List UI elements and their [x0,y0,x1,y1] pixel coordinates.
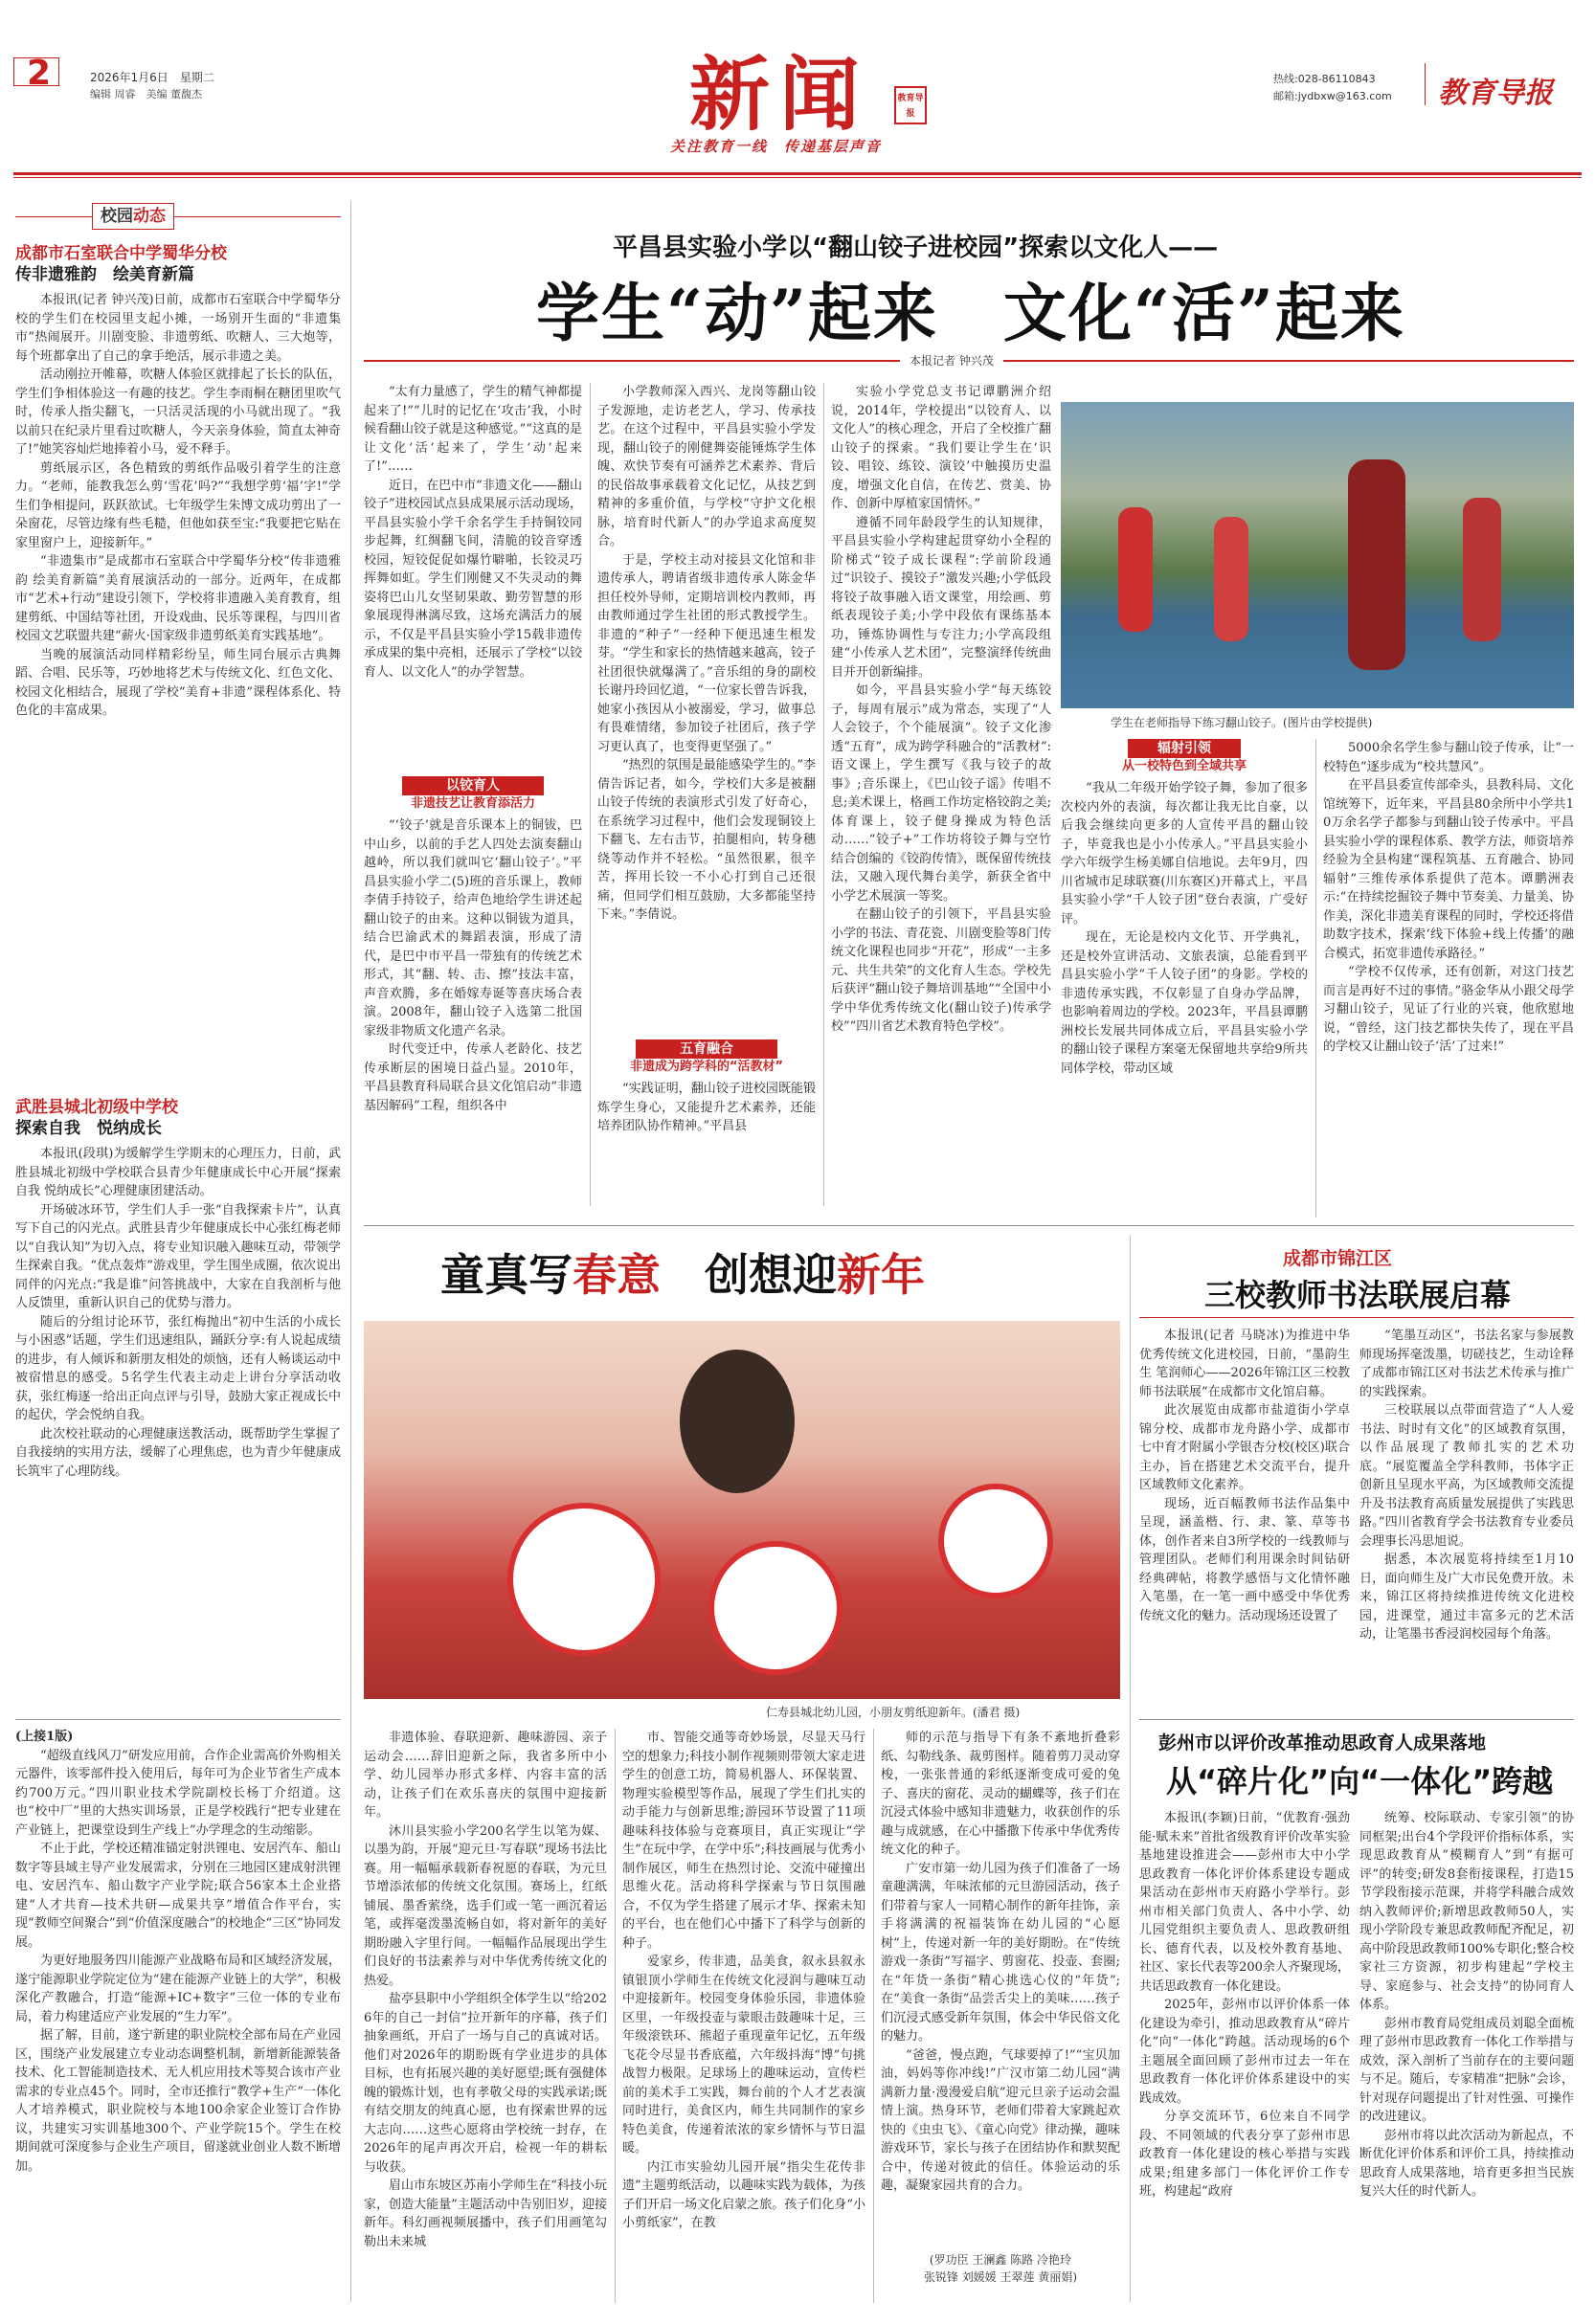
feature-col1-text [364,383,582,771]
pengzhou-headline: 从“碎片化”向“一体化”跨越 [1166,1763,1554,1799]
paragraph: 彭州市将以此次活动为新起点，不断优化评价体系和评价工具，持续推动思政育人成果落地，培育更多担当民族复兴大任的时代新人。 [1359,2128,1574,2199]
feature-col5-text [1323,739,1574,1208]
paragraph: 爱家乡，传非遗，品美食，叙永县叙永镇银顶小学师生在传统文化浸润与趣味互动中迎接新年。校园变身体验乐园，非遗体验区里，一年级投壶与蒙眼击鼓趣味十足，三年级滚铁环、熊超子重现童年记忆，五年级飞花令尽显书香底蕴，六年级抖海“博”句挑战智力极限。足球场上的趣味运动，宣传栏前的美术手工实践，舞台前的个人才艺表演同时进行，美食区内，师生共同制作的家乡特色美食，传递着浓浓的家乡情怀与节日温暖。 [622,1955,865,2156]
section-seal: 教育导报 [894,86,927,124]
kids-headline: 童真写春意 创想迎新年 [440,1249,925,1301]
section-subtag-4: 从一校特色到全域共享 [1121,759,1247,773]
paragraph: 广安市第一幼儿园为孩子们准备了一场童趣满满，年味浓郁的元旦游园活动，孩子们带着与家人一同精心制作的新年挂饰，亲手将满满的祝福装饰在幼儿园的“心愿树”上，传递对新一年的美好期盼。在“传统游戏一条街”写福字、剪窗花、投壶、套圈;在“年货一条街”精心挑选心仪的“年货”;在“美食一条街”品尝舌尖上的美味……孩子们沉浸式感受新年氛围，体会中华民俗文化的魅力。 [881,1861,1120,2044]
paragraph: 活动刚拉开帷幕，吹糖人体验区就排起了长长的队伍，学生们争相体验这一有趣的技艺。学生李雨桐在糖团里吹气时，传承人指尖翻飞，一只活灵活现的小马就出现了。“我以前只在纪录片里看过吹糖人，今天亲身体验，简直太神奇了!”她笑容灿烂地捧着小马，爱不释手。 [15,368,341,457]
calli-col2-text [1359,1327,1574,1705]
calli-headline: 三校教师书法联展启幕 [1204,1277,1512,1313]
paragraph: 开场破冰环节，学生们人手一张“自我探索卡片”，认真写下自己的闪光点。武胜县青少年健康成长中心张红梅老师以“自我认知”为切入点，将专业知识融入趣味互动，带领学生探索自我。“优点轰炸”游戏里，学生围坐成圈，依次说出同伴的闪光点:“我是谁”问答挑战中，大家在自我剖析与他人反馈里，重新认识自己的优势与潜力。 [15,1202,341,1310]
paragraph: 市、智能交通等奇妙场景，尽显天马行空的想象力;科技小制作视频则带领大家走进学生的创意工坊，简易机器人、环保装置、物理实验模型等作品，展现了学生们扎实的动手能力与创新思维;游园环节设置了11项趣味科技体验与竞赛项目，真正实现让“学生”在玩中学，在学中乐”;科技画展与优秀小制作展区，师生在热烈讨论、交流中碰撞出思维火花。活动将科学探索与节日氛围融合，不仅为学生搭建了展示才华、探索未知的平台，也在他们心中播下了科学与创新的种子。 [622,1731,865,1951]
paragraph: “笔墨互动区”，书法名家与参展教师现场挥毫泼墨，切磋技艺，生动诠释了成都市锦江区对书法艺术传承与推广的实践探索。 [1359,1329,1574,1399]
section-subtag-1: 非遗技艺让教育添活力 [410,796,535,811]
paragraph: 当晚的展演活动同样精彩纷呈，师生同台展示古典舞蹈、合唱、民乐等，巧妙地将艺术与传统文化、红色文化、校园文化相结合，展现了学校“美育+非遗”课程体系化、特色化的丰富成果。 [15,647,341,718]
feature-col1b-text [364,816,582,1199]
paragraph: “实践证明，翻山铰子进校园既能锻炼学生身心，又能提升艺术素养，还能培养团队协作精神。”平昌县 [597,1082,816,1133]
paragraph: “太有力量感了，学生的精气神都提起来了!”“儿时的记忆在‘攻击’我，小时候看翻山铰子就是这种感觉。”“这真的是让文化‘活’起来了，学生‘动’起来了!”…… [364,385,582,474]
paragraph: 据悉，本次展览将持续至1月10日，面向师生及广大市民免费开放。未来，锦江区将持续推进传统文化进校园，进课堂，通过丰富多元的艺术活动，让笔墨书香浸润校园每个角落。 [1359,1553,1574,1642]
article-title-wusheng2: 探索自我 悦纳成长 [15,1119,162,1138]
kids-col3-text [881,1729,1120,2246]
section-tag-fushe: 辐射引领 [1128,739,1241,758]
section-subtag-2: 非遗成为跨学科的“活教材” [629,1060,784,1074]
paragraph: 师的示范与指导下有条不紊地折叠彩纸、勾勒线条、裁剪图样。随着剪刀灵动穿梭，一张张普通的彩纸逐渐变成可爱的兔子、喜庆的窗花、灵动的蝴蝶等，孩子们在沉浸式体验中感知非遗魅力，收获创作的乐趣与成就感，在心中播撒下传承中华优秀传统文化的种子。 [881,1731,1120,1857]
article-title-line2: 传非遗雅韵 绘美育新篇 [15,265,194,284]
paragraph: 小学教师深入西兴、龙岗等翻山铰子发源地，走访老艺人，学习、传承技艺。在这个过程中，平昌县实验小学发现，翻山铰子的刚健舞姿能锤炼学生体魄、欢快节奏有可涵养艺术素养、背后的民俗故事承载着文化记忆，从技艺到精神的多重价值，与学校“守护文化根脉，培育时代新人”的办学追求高度契合。 [597,385,816,548]
paragraph: 此次展览由成都市盐道街小学卓锦分校、成都市龙舟路小学、成都市七中育才附属小学银杏分校(校区)联合主办，旨在搭建艺术交流平台，提升区域教师文化素养。 [1139,1403,1350,1492]
paragraph: 此次校社联动的心理健康送教活动，既帮助学生掌握了自我接纳的实用方法，缓解了心理焦虑，也为青少年健康成长筑牢了心理防线。 [15,1426,341,1479]
paragraph: 在平昌县委宣传部牵头，县教科局、文化馆统筹下，近年来，平昌县80余所中小学共10万余名学子都参与到翻山铰子传承中。平昌县实验小学的课程体系、教学方法，师资培养经验为全县构建“课程筑基、五育融合、协同辐射”三维传承体系提供了范本。谭鹏洲表示:“在持续挖掘铰子舞中节奏美、力量美、协作美，深化非遗美育课程的同时，学校还将借助数字技术，探索‘线下体验+线上传播’的融合模式，拓宽非遗传承路径。” [1323,778,1574,961]
photo-caption-kids: 仁寿县城北幼儿园，小朋友剪纸迎新年。(潘君 摄) [766,1706,1021,1719]
calli-region: 成都市锦江区 [1283,1248,1393,1269]
feature-col2-text [597,383,816,1034]
paragraph: 眉山市东坡区苏南小学师生在“科技小玩家，创造大能量”主题活动中告别旧岁，迎接新年。科幻画视频展播中，孩子们用画笔勾勒出未来城 [364,2179,607,2249]
paragraph: 剪纸展示区，各色精致的剪纸作品吸引着学生的注意力。“老师，能教我怎么剪‘雪花’吗?”“我想学剪‘福’字!”学生们争相提问，跃跃欲试。七年级学生朱博文成功剪出了一朵窗花，尽管边缘有些毛糙，但他如获至宝:“我要把它贴在家里窗户上，迎接新年。” [15,460,341,550]
section-tag-yijiaoyuren: 以铰育人 [402,776,544,795]
page-number: 2 [27,54,52,93]
paragraph: 为更好地服务四川能源产业战略布局和区域经济发展，遂宁能源职业学院定位为“建在能源产业链上的大学”，积极深化产教融合，打造“能源+IC+数字”三位一体的专业布局，着力构建适应产业发展的“生力军”。 [15,1954,341,2024]
paragraph: 遵循不同年龄段学生的认知规律，平昌县实验小学构建起贯穿幼小全程的阶梯式“铰子成长课程”:学前阶段通过“识铰子、摸铰子”激发兴趣;小学低段将铰子故事融入语文课堂，用绘画、剪纸表现铰子美;小学中段依有课练基本功，锤炼协调性与专注力;小学高段组建“小传承人艺术团”，完整演绎传统曲目并开创新编排。 [831,515,1051,680]
continued-label: (上接1版) [15,1730,74,1744]
paragraph: 时代变迁中，传承人老龄化、技艺传承断层的困境日益凸显。2010年，平昌县教育科局联合县文化馆启动“非遗基因解码”工程，组织各中 [364,1042,582,1113]
paragraph: 现在，无论是校内文化节、开学典礼，还是校外宣讲活动、文旅表演，总能看到平昌县实验小学“千人铰子团”的身影。学校的非遗传承实践，不仅彰显了自身办学品牌，也影响着周边的学校。2023年，平昌县谭鹏洲校长发展共同体成立后，平昌县实验小学的翻山铰子课程方案毫无保留地共享给9所共同体学校，带动区域 [1061,930,1308,1076]
paragraph: 本报讯(记者 马晓冰)为推进中华优秀传统文化进校园，日前，“墨韵生生 笔润师心——2026年锦江区三校教师书法联展”在成都市文化馆启幕。 [1139,1329,1350,1399]
paragraph: 盐亭县职中小学组织全体学生以“给2026年的自己一封信”拉开新年的序幕，孩子们抽象画纸，开启了一场与自己的真诚对话。他们对2026年的期盼既有学业进步的具体目标，也有拓展兴趣的美好愿望;既有强健体魄的锻炼计划，也有孝敬父母的实践承诺;既有结交朋友的纯真心愿，也有探索世界的远大志向……这些心愿将由学校统一封存，在2026年的尾声再次开启，检视一年的耕耘与收获。 [364,1992,607,2175]
feature-kicker: 平昌县实验小学以“翻山铰子进校园”探索以文化人—— [613,234,1219,262]
hotline: 热线:028-86110843 [1273,73,1376,85]
editor-line: 编辑 周睿 美编 董馥杰 [90,88,202,101]
paragraph: 本报讯(记者 钟兴茂)日前，成都市石室联合中学蜀华分校的学生们在校园里支起小摊，一场别开生面的“非遗集市”热闹展开。川剧变脸、非遗剪纸、吹糖人、三大炮等，每个班都拿出了自己的拿手绝活，展示非遗之美。 [15,293,341,364]
photo-kids-papercut [364,1321,1120,1699]
paragraph: 2025年，彭州市以评价体系一体化建设为牵引，推动思政教育从“碎片化”向“一体化”跨越。活动现场的6个主题展全面回顾了彭州市过去一年在思政教育一体化评价体系建设中的实践成效。 [1139,1998,1350,2106]
paragraph: “我从二年级开始学铰子舞，参加了很多次校内外的表演，每次都让我无比自豪，以后我会继续向更多的人宣传平昌的翻山铰子，毕竟我也是小小传承人。”平昌县实验小学六年级学生杨美娜自信地说。去年9月，四川省城市足球联赛(川东赛区)开幕式上，平昌县实验小学“千人铰子团”登台表演，广受好评。 [1061,781,1308,927]
paragraph: 据了解，目前，遂宁新建的职业院校全部布局在产业园区，围绕产业发展建立专业动态调整机制，新增新能源装备技术、化工智能制造技术、无人机应用技术等契合该市产业需求的专业点45个。同时，全市还推行“教学+生产”一体化人才培养模式，职业院校与本地100余家企业签订合作协议，共建实习实训基地300个、产业学院15个。学生在校期间就可深度参与企业生产项目，留遂就业创业人数不断增加。 [15,2028,341,2174]
feature-col3-text [831,383,1051,1206]
issue-date-line: 2026年1月6日 星期二 [90,71,214,84]
email: 邮箱:jydbxw@163.com [1273,90,1392,102]
section-tag-wuyurongh: 五育融合 [636,1039,777,1059]
paragraph: “热烈的氛围是最能感染学生的。”李倩告诉记者，如今，学校们大多是被翻山铰子传统的表演形式引发了好奇心，在系统学习过程中，他们会发现铜铰上下翻飞、左右击节，拍腿相向，转身穗绕等动作并不轻松。“虽然很累，很辛苦，挥用长铰一不小心打到自己还很痛，但同学们相互鼓励，大多都能坚持下来。”李倩说。 [597,758,816,922]
article-title-wusheng1: 武胜县城北初级中学校 [15,1098,178,1117]
paragraph: “学校不仅传承，还有创新，对这门技艺而言是再好不过的事情。”骆金华从小跟父母学习翻山铰子，见证了行业的兴衰，他欣慰地说，“曾经，这门技艺都快失传了，现在平昌的学校又让翻山铰子‘活’了过来!” [1323,965,1574,1054]
article-body-shishi [15,291,341,1085]
feature-col4-text [1061,779,1308,1210]
paragraph: 非遗体验、春联迎新、趣味游园、亲子运动会……辞旧迎新之际，我省多所中小学、幼儿园举办形式多样、内容丰富的活动，让孩子们在欢乐喜庆的氛围中迎接新年。 [364,1731,607,1820]
paragraph: 统筹、校际联动、专家引领”的协同框架;出台4个学段评价指标体系，实现思政教育从“模糊育人”到“有据可评”的转变;研发8套衔接课程，打造15节学段衔接示范课，并将学科融合成效纳入教师评价;新增思政教师50人，实现小学阶段专兼思政教师配齐配足，初高中阶段思政教师100%专职化;整合校家社三方资源，初步构建起“学校主导、家庭参与、社会支持”的协同育人体系。 [1359,1811,1574,2012]
paragraph: 三校联展以点带面营造了“人人爱书法、时时有文化”的区域教育氛围，以作品展现了教师扎实的艺术功底。“展览覆盖全学科教师，书体字正创新且呈现水平高，为区域教师交流提升及书法教育高质量发展提供了实践思路。”四川省教育学会书法教育专业委员会理事长冯思旭说。 [1359,1403,1574,1549]
feature-col2b-text [597,1080,816,1195]
paragraph: 随后的分组讨论环节，张红梅抛出“初中生活的小成长与小困惑”话题，学生们迅速组队，踊跃分享:有人说起成绩的进步，有人倾诉和新朋友相处的烦恼，还有人畅谈运动中被宿惜息的感受。5名学生代表主动走上讲台分享活动收获，张红梅逐一给出正向点评与引导，鼓励大家正视成长中的起伏，学会悦纳自我。 [15,1314,341,1422]
paragraph: 现场，近百幅教师书法作品集中呈现，涵盖楷、行、隶、篆、草等书体，创作者来自3所学校的一线教师与管理团队。老师们利用课余时间钻研经典碑帖，将教学感悟与文化情怀融入笔墨，在一笔一画中感受中华优秀传统文化的魅力。活动现场还设置了 [1139,1496,1350,1623]
photo-caption-jiaozi: 学生在老师指导下练习翻山铰子。(图片由学校提供) [1111,716,1373,729]
paragraph: 在翻山铰子的引领下，平昌县实验小学的书法、青花瓷、川剧变脸等8门传统文化课程也同步“开花”，形成“一主多元、共生共荣”的文化育人生态。学校先后获评“翻山铰子舞培训基地”“全国中小学中华优秀传统文化(翻山铰子)传承学校”“四川省艺术教育特色学校”。 [831,907,1051,1034]
paragraph: 不止于此，学校还精准锚定射洪锂电、安居汽车、船山数字等县域主导产业发展需求，分别在三地园区建成射洪锂电、安居汽车、船山数字产业学院;联合56家本土企业搭建“人才共育—技术共研—成果共享”增值合作平台，实现“教师空间聚合”到“价值深度融合”的校地企“三区”协同发展。 [15,1842,341,1950]
paragraph: 于是，学校主动对接县文化馆和非遗传承人，聘请省级非遗传承人陈金华担任校外导师，定期培训校内教师，再由教师通过学生社团的形式教授学生。非遗的“种子”一经种下便迅速生根发芽。“学生和家长的热情越来越高，铰子社团很快就爆满了。”音乐组的身的副校长谢丹玲回忆道，“一位家长曾告诉我，她家小孩因从小被溺爱，学习，做事总有畏难情绪，参加铰子社团后，孩子学习更认真了，也变得更坚强了。” [597,552,816,754]
pengzhou-kicker: 彭州市以评价改革推动思政育人成果落地 [1158,1732,1487,1754]
paper-name: 教育导报 [1438,77,1553,110]
continued-body [15,1747,341,2283]
column-tag: 校园动态 [15,203,341,232]
photo-jiaozi-practice [1061,402,1574,708]
paragraph: 本报讯(段琪)为缓解学生学期末的心理压力，日前，武胜县城北初级中学校联合县青少年健康成长中心开展“探索自我 悦纳成长”心理健康团建活动。 [15,1147,341,1198]
paragraph: 本报讯(李颖)日前，“优教育·强劲能·赋未来”首批省级教育评价改革实验基地建设推进会——彭州市大中小学思政教育一体化评价体系建设专题成果活动在彭州市天府路小学举行。彭州市相关部门负责人、各中小学、幼儿园党组织主要负责人、思政教研组长、德育代表，以及校外教育基地、社区、家长代表等200余人齐聚现场，共话思政教育一体化建设。 [1139,1811,1350,1994]
feature-byline: 本报记者 钟兴茂 [900,352,1003,369]
pengzhou-col1-text [1139,1809,1350,2297]
section-title: 新闻 [689,47,870,142]
pengzhou-col2-text [1359,1809,1574,2297]
paragraph: 彭州市教育局党组成员刘聪全面梳理了彭州市思政教育一体化工作举措与成效，深入剖析了当前存在的主要问题与不足。随后，专家精准“把脉”会诊，针对现存问题提出了针对性强、可操作的改进建议。 [1359,2016,1574,2124]
feature-headline: 学生“动”起来 文化“活”起来 [536,276,1405,350]
paragraph: 沐川县实验小学200名学生以笔为媒、以墨为韵，开展“迎元旦·写春联”现场书法比赛。用一幅幅承载新春祝愿的春联，为元旦节增添浓郁的传统文化氛围。赛场上，红纸铺展、墨香萦绕，选手们或一笔一画沉着运笔，或挥毫泼墨流畅自如，将对新年的美好期盼融入字里行间。一幅幅作品展现出学生们良好的书法素养与对中华优秀传统文化的热爱。 [364,1823,607,1988]
kids-col1-text [364,1729,607,2298]
slogan: 关注教育一线 传递基层声音 [670,138,883,155]
article-body-wusheng [15,1145,341,1709]
paragraph: 分享交流环节，6位来自不同学段、不同领域的代表分享了彭州市思政教育一体化建设的核心举措与实践成果;组建多部门一体化评价工作专班，构建起“政府 [1139,2110,1350,2199]
paragraph: 5000余名学生参与翻山铰子传承，让“一校特色”逐步成为“校共慧风”。 [1323,741,1574,774]
paragraph: 近日，在巴中市“非遗文化——翻山铰子”进校园试点县成果展示活动现场，平昌县实验小学千余名学生手持铜铰同步起舞，红绸翻飞间，清脆的铰音穿透校园，短铰促促如爆竹噼啪，长铰灵巧挥舞如虹。学生们刚健又不失灵动的舞姿将巴山儿女坚韧果敢、勤劳智慧的形象展现得淋漓尽致，这场充满活力的展示，不仅是平昌县实验小学15载非遗传承成果的集中亮相，还展示了学校“以铰育人、以文化人”的办学智慧。 [364,478,582,680]
article-title-line1: 成都市石室联合中学蜀华分校 [15,244,227,263]
paragraph: “爸爸，慢点跑，气球要掉了!”“宝贝加油，妈妈等你冲线!”广汉市第二幼儿园“满满新力量·漫漫爱启航”迎元旦亲子运动会温情上演。热身环节，老师们带着大家跳起欢快的《虫虫飞》、《童心向党》律动操，趣味游戏环节，家长与孩子在团结协作和默契配合中，传递对彼此的信任。体验运动的乐趣，凝聚家园共育的合力。 [881,2047,1120,2193]
paragraph: 如今，平昌县实验小学“每天练铰子，每周有展示”成为常态，实现了“人人会铰子，个个能展演”。铰子文化渗透“五育”，成为跨学科融合的“活教材”:语文课上，学生撰写《我与铰子的故事》;音乐课上，《巴山铰子谣》传唱不息;美术课上，格画工作坊定格铰韵之美;体育课上，铰子健身操成为特色活动……“铰子+”工作坊将铰子舞与空竹结合创编的《铰韵传情》，既保留传统技法，又融入现代舞台美学，新获全省中小学艺术展演一等奖。 [831,683,1051,904]
paragraph: “‘铰子’就是音乐课本上的铜钹，巴中山乡，以前的手艺人四处去演奏翻山越岭，所以我们就叫它‘翻山铰子’。”平昌县实验小学二(5)班的音乐课上，教师李倩手持铰子，给声色地给学生讲述起翻山铰子的由来。这种以铜钹为道具，结合巴渝武术的舞蹈表演，形成了清代，是巴中市平昌一带独有的传统艺术形式，其“翻、转、击、擦”技法丰富，声音欢腾，多在婚嫁寿诞等喜庆场合表演。2008年，翻山铰子入选第二批国家级非物质文化遗产名录。 [364,818,582,1039]
paragraph: 内江市实验幼儿园开展“指尖生花传非遗”主题剪纸活动，以趣味实践为载体，为孩子们开启一场文化启蒙之旅。孩子们化身“小小剪纸家”，在教 [622,2159,865,2230]
paragraph: “超级直线风刀”研发应用前，合作企业需高价外购相关元器件，该零部件投入使用后，每年可为企业节省生产成本约700万元。”四川职业技术学院副校长杨丁介绍道。这也“校中厂”里的大热实训场景，正是学校践行“把专业建在产业链上，把课堂设到生产线上”办学理念的生动缩影。 [15,1748,341,1838]
paragraph: 实验小学党总支书记谭鹏洲介绍说，2014年，学校提出“以铰育人、以文化人”的核心理念，开启了全校推广翻山铰子的探索。“我们要让学生在‘识铰、唱铰、练铰、演铰’中触摸历史温度，增强文化自信，在传艺、赏美、协作、创新中厚植家国情怀。” [831,385,1051,511]
kids-credits: (罗功臣 王澜鑫 陈路 冷艳玲 张锐锋 刘媛媛 王翠莲 黄丽娟) [923,2253,1078,2284]
kids-col2-text [622,1729,865,2298]
paragraph: “非遗集市”是成都市石室联合中学蜀华分校“传非遗雅韵 绘美育新篇”美育展演活动的一部分。近两年，在成都市“艺术+行动”建设引领下，学校将非遗融入美育教育，组建剪纸、中国结等社团，开设戏曲、民乐等课程，与四川省校园文艺联盟共建“薪火·国家级非遗剪纸美育实践基地”。 [15,554,341,643]
calli-col1-text [1139,1327,1350,1705]
